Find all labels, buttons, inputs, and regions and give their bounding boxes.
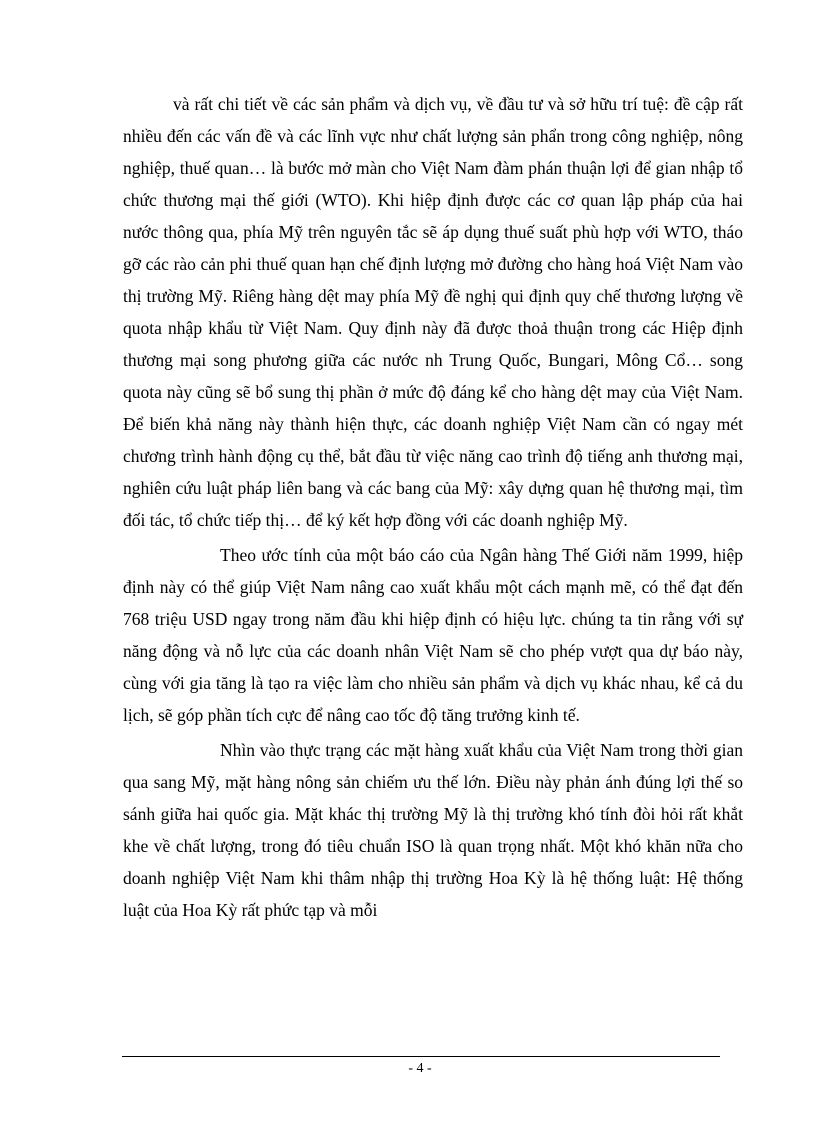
paragraph: Nhìn vào thực trạng các mặt hàng xuất khẩu của Việt Nam trong thời gian qua sang Mỹ, mặt hàng nông sản chiếm ưu thế lớn. Điều này phản ánh đúng lợi thế so sánh giữa hai quốc gia. Mặt khác thị trường Mỹ là thị trường khó tính đòi hỏi rất khắt khe về chất lượng, trong đó tiêu chuẩn ISO là quan trọng nhất. Một khó khăn nữa cho doanh nghiệp Việt Nam khi thâm nhập thị trường Hoa Kỳ là hệ thống luật: Hệ thống luật của Hoa Kỳ rất phức tạp và mỗi	[123, 740, 743, 920]
paragraph: Theo ước tính của một báo cáo của Ngân hàng Thế Giới năm 1999, hiệp định này có thể giúp Việt Nam nâng cao xuất khẩu một cách mạnh mẽ, có thể đạt đến 768 triệu USD ngay trong năm đầu khi hiệp định có hiệu lực. chúng ta tin rằng với sự năng động và nỗ lực của các doanh nhân Việt Nam sẽ cho phép vượt qua dự báo này, cùng với gia tăng là tạo ra việc làm cho nhiều sản phẩm và dịch vụ khác nhau, kể cả du lịch, sẽ góp phần tích cực để nâng cao tốc độ tăng trưởng kinh tế.	[123, 545, 743, 725]
page-number: - 4 -	[408, 1061, 432, 1076]
body-text	[123, 88, 743, 926]
footer-divider	[122, 1056, 720, 1057]
paragraph: và rất chi tiết về các sản phẩm và dịch vụ, về đầu tư và sở hữu trí tuệ: đề cập rất nhiều đến các vấn đề và các lĩnh vực như chất lượng sản phẩn trong công nghiệp, nông nghiệp, thuế quan… là bước mở màn cho Việt Nam đàm phán thuận lợi để gian nhập tổ chức thương mại thế giới (WTO). Khi hiệp định được các cơ quan lập pháp của hai nước thông qua, phía Mỹ trên nguyên tắc sẽ áp dụng thuế suất phù hợp với WTO, tháo gỡ các rào cản phi thuế quan hạn chế định lượng mở đường cho hàng hoá Việt Nam vào thị trường Mỹ. Riêng hàng dệt may phía Mỹ đề nghị qui định quy chế thương lượng về quota nhập khẩu từ Việt Nam. Quy định này đã được thoả thuận trong các Hiệp định thương mại song phương giữa các nước nh Trung Quốc, Bungari, Mông Cổ… song quota này cũng sẽ bổ sung thị phần ở mức độ đáng kể cho hàng dệt may của Việt Nam. Để biến khả năng này thành hiện thực, các doanh nghiệp Việt Nam cần có ngay mét chương trình hành động cụ thể, bắt đầu từ việc năng cao trình độ tiếng anh thương mại, nghiên cứu luật pháp liên bang và các bang của Mỹ: xây dựng quan hệ thương mại, tìm đối tác, tổ chức tiếp thị… để ký kết hợp đồng với các doanh nghiệp Mỹ.	[123, 94, 743, 530]
